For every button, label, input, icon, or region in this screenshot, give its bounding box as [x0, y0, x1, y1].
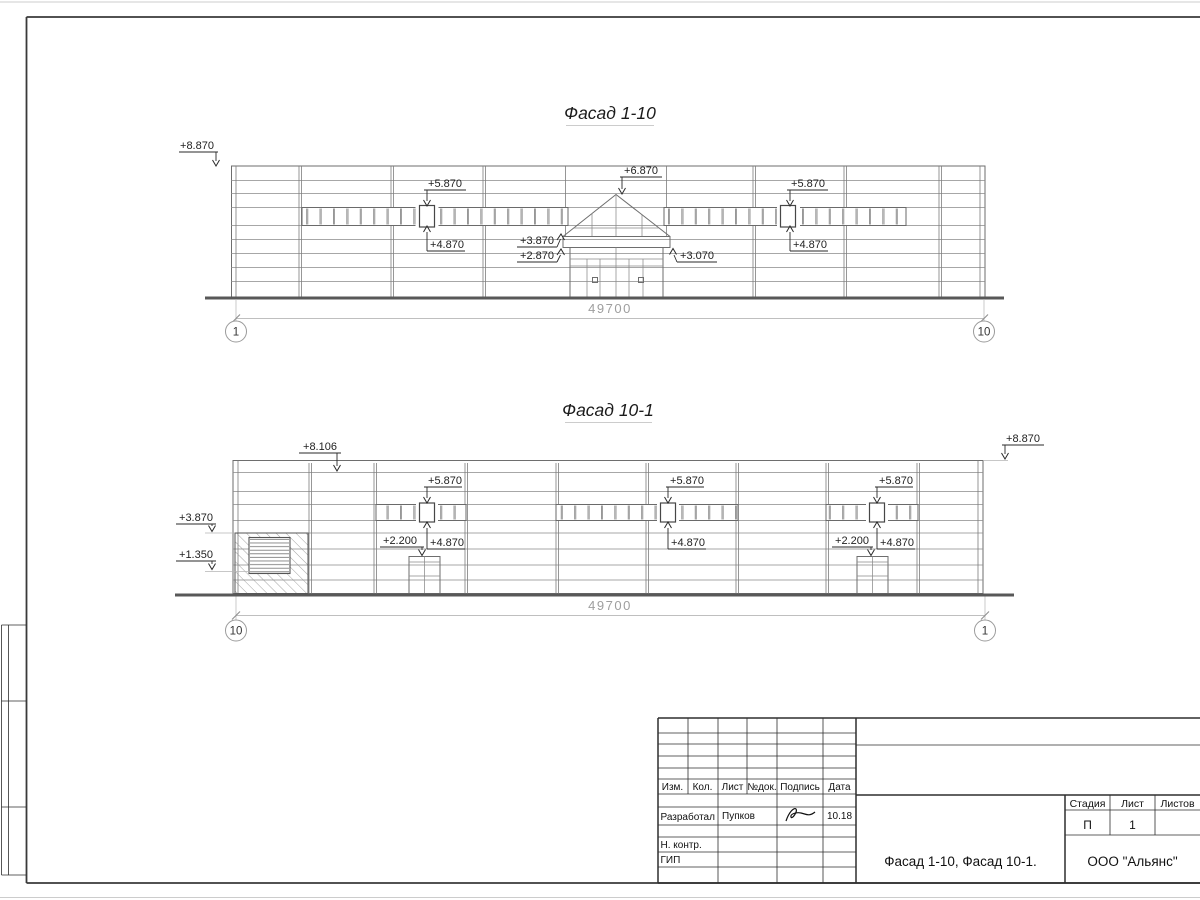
- tb-doc-title: Фасад 1-10, Фасад 10-1.: [884, 854, 1037, 869]
- tb-col-izm: Изм.: [661, 782, 684, 793]
- facade-1-dimension-label: 49700: [588, 301, 632, 316]
- tb-col-data: Дата: [828, 782, 851, 793]
- tb-sheets-label: Листов: [1160, 798, 1195, 810]
- elevation-label: +8.106: [303, 441, 337, 453]
- tb-stage-label: Стадия: [1069, 798, 1106, 810]
- sheet-frame: [0, 2, 1200, 898]
- elevation-label: +5.870: [428, 475, 462, 487]
- facade-2-dimension: [226, 597, 996, 642]
- elevation-label: +5.870: [791, 178, 825, 190]
- elevation-label: +2.870: [520, 250, 554, 262]
- facade-1-drawing: [179, 103, 1004, 342]
- elevation-label: +4.870: [430, 537, 464, 549]
- axis-bubble-label: 1: [232, 326, 240, 339]
- tb-col-list: Лист: [721, 782, 744, 793]
- elevation-label: +1.350: [179, 549, 213, 561]
- tb-stage-value: П: [1083, 818, 1092, 832]
- elevation-label: +4.870: [793, 239, 827, 251]
- elevation-label: +6.870: [624, 165, 658, 177]
- elevation-label: +3.070: [680, 250, 714, 262]
- tb-sheet-value: 1: [1129, 818, 1136, 832]
- facade-2-title: Фасад 10-1: [562, 400, 654, 420]
- tb-col-podpis: Подпись: [780, 782, 820, 793]
- facade-1-dimension: [226, 299, 995, 342]
- title-block: [658, 718, 1200, 883]
- elevation-label: +8.870: [1006, 433, 1040, 445]
- elevation-label: +5.870: [428, 178, 462, 190]
- tb-col-ndok: №док.: [747, 782, 777, 793]
- tb-col-kol: Кол.: [692, 782, 713, 793]
- elevation-label: +2.200: [383, 535, 417, 547]
- tb-row-ncontr: Н. контр.: [660, 840, 702, 851]
- elevation-label: +5.870: [879, 475, 913, 487]
- tb-company: ООО "Альянс": [1087, 854, 1178, 869]
- axis-bubble-label: 1: [981, 625, 989, 638]
- elevation-label: +5.870: [670, 475, 704, 487]
- tb-date: 10.18: [826, 811, 853, 822]
- facade-2-window-strip: [376, 501, 918, 525]
- elevation-label: +3.870: [179, 512, 213, 524]
- elevation-label: +4.870: [880, 537, 914, 549]
- elevation-label: +8.870: [180, 140, 214, 152]
- tb-row-developed: Разработал: [660, 812, 715, 823]
- signature: [786, 809, 815, 821]
- tb-developer-name: Пупков: [722, 811, 755, 822]
- axis-bubble-label: 10: [977, 326, 991, 339]
- tb-row-gip: ГИП: [660, 855, 681, 866]
- facade-2-dimension-label: 49700: [588, 598, 632, 613]
- facade-2-drawing: [175, 400, 1044, 641]
- elevation-label: +4.870: [671, 537, 705, 549]
- facade-1-elevation-marks: [179, 140, 828, 262]
- facade-2-hatched-block: [235, 533, 308, 594]
- elevation-label: +4.870: [430, 239, 464, 251]
- axis-bubble-label: 10: [229, 625, 243, 638]
- elevation-label: +3.870: [520, 235, 554, 247]
- elevation-label: +2.200: [835, 535, 869, 547]
- facade-1-title: Фасад 1-10: [564, 103, 656, 123]
- tb-sheet-label: Лист: [1121, 798, 1144, 810]
